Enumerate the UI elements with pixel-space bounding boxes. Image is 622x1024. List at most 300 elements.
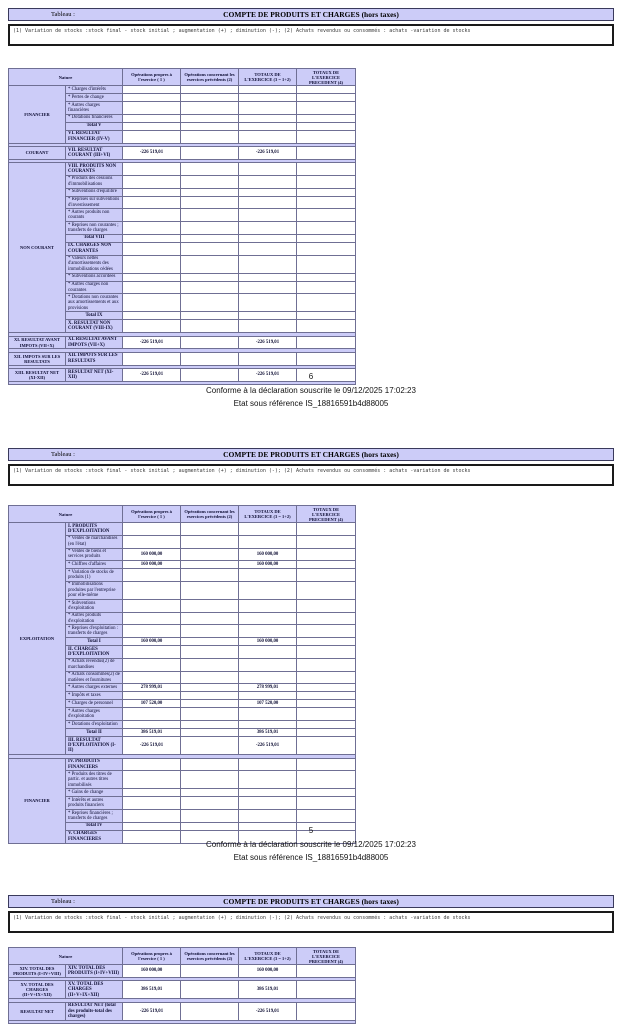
label-cell: * Impôts et taxes	[66, 692, 123, 700]
value-cell	[239, 273, 297, 281]
value-cell	[297, 352, 356, 365]
header-row	[9, 948, 356, 965]
value-cell	[297, 336, 356, 349]
value-cell	[239, 523, 297, 536]
value-cell	[181, 130, 239, 143]
value-cell	[181, 122, 239, 130]
value-cell	[297, 569, 356, 582]
value-cell	[181, 222, 239, 235]
value-cell	[297, 789, 356, 797]
value-cell	[297, 700, 356, 708]
group-cell: EXPLOITATION	[9, 523, 66, 755]
value-cell	[297, 646, 356, 659]
value-cell	[181, 114, 239, 122]
footer-conformity-line: Conforme à la déclaration souscrite le 09/12/2025 17:02:23	[206, 840, 416, 849]
label-cell: * Charges de personnel	[66, 700, 123, 708]
value-cell	[239, 94, 297, 102]
value-cell	[123, 122, 181, 130]
value-cell	[239, 721, 297, 729]
value-cell	[123, 523, 181, 536]
value-cell	[297, 281, 356, 294]
footer-conformity-line: Conforme à la déclaration souscrite le 09/12/2025 17:02:23	[206, 386, 416, 395]
label-cell: V. CHARGES FINANCIERES	[66, 830, 123, 843]
value-cell	[123, 758, 181, 771]
label-cell: * Reprises financières ; transferts de charges	[66, 810, 123, 823]
value-cell	[181, 810, 239, 823]
value-cell	[123, 671, 181, 684]
value-cell	[297, 163, 356, 176]
value-cell	[181, 581, 239, 599]
value-cell	[181, 729, 239, 737]
group-cell: NON COURANT	[9, 163, 66, 333]
value-cell	[181, 242, 239, 255]
label-cell: I. PRODUITS D'EXPLOITATION	[66, 523, 123, 536]
value-cell	[181, 789, 239, 797]
value-cell	[181, 658, 239, 671]
label-cell: * Autres charges non courantes	[66, 281, 123, 294]
value-cell	[239, 222, 297, 235]
value-cell	[123, 273, 181, 281]
value-cell	[239, 797, 297, 810]
label-cell: RESULTAT NET (total des produits-total des charges)	[66, 1002, 123, 1020]
value-cell	[239, 320, 297, 333]
column-header: Nature	[9, 948, 123, 965]
column-header: TOTAUX DE L'EXERCICE PRECEDENT (4)	[297, 69, 356, 86]
value-cell	[181, 684, 239, 692]
value-cell: 160 000,00	[239, 638, 297, 646]
value-cell: 107 520,00	[123, 700, 181, 708]
label-cell: * Ventes de biens et services produits	[66, 548, 123, 561]
label-cell: * Autres charges financières	[66, 102, 123, 115]
value-cell	[123, 721, 181, 729]
table-row	[9, 965, 356, 978]
table-row	[9, 352, 356, 365]
value-cell	[123, 163, 181, 176]
value-cell	[123, 797, 181, 810]
value-cell	[239, 758, 297, 771]
value-cell	[239, 209, 297, 222]
value-cell	[297, 737, 356, 755]
value-cell	[239, 312, 297, 320]
value-cell: 160 000,00	[239, 561, 297, 569]
value-cell	[123, 625, 181, 638]
value-cell: -226 519,01	[123, 336, 181, 349]
value-cell	[239, 102, 297, 115]
value-cell	[123, 312, 181, 320]
value-cell	[123, 102, 181, 115]
column-header: Opérations propres à l'exercice ( 1 )	[123, 506, 181, 523]
column-header: Opérations propres à l'exercice ( 1 )	[123, 69, 181, 86]
group-cell: XIV. TOTAL DES PRODUITS (I+IV+VIII)	[9, 965, 66, 978]
column-header: TOTAUX DE L'EXERCICE (3 = 1+2)	[239, 948, 297, 965]
value-cell	[297, 692, 356, 700]
value-cell	[123, 242, 181, 255]
value-cell	[297, 86, 356, 94]
value-cell	[239, 789, 297, 797]
label-cell: * Chiffres d'affaires	[66, 561, 123, 569]
column-header: TOTAUX DE L'EXERCICE (3 = 1+2)	[239, 506, 297, 523]
value-cell	[181, 758, 239, 771]
value-cell	[297, 102, 356, 115]
label-cell: XII. IMPOTS SUR LES RESULTATS	[66, 352, 123, 365]
label-cell: Total IV	[66, 822, 123, 830]
value-cell	[181, 612, 239, 625]
page-number: 5	[308, 826, 314, 835]
tableau-label: Tableau :	[51, 898, 75, 905]
value-cell	[123, 114, 181, 122]
value-cell	[239, 122, 297, 130]
value-cell	[297, 658, 356, 671]
value-cell	[123, 535, 181, 548]
value-cell: -226 519,01	[239, 1002, 297, 1020]
value-cell	[181, 102, 239, 115]
value-cell	[297, 548, 356, 561]
value-cell	[297, 600, 356, 613]
page-title: COMPTE DE PRODUITS ET CHARGES (hors taxes)	[223, 450, 399, 459]
column-header: Nature	[9, 506, 123, 523]
value-cell	[239, 188, 297, 196]
group-cell: XII. IMPOTS SUR LES RESULTATS	[9, 352, 66, 365]
table-row	[9, 981, 356, 999]
spacer-cell	[9, 1020, 356, 1024]
column-header: TOTAUX DE L'EXERCICE PRECEDENT (4)	[297, 948, 356, 965]
label-cell: * Pertes de change	[66, 94, 123, 102]
value-cell	[297, 130, 356, 143]
value-cell: -226 519,01	[239, 369, 297, 382]
value-cell	[239, 771, 297, 789]
value-cell	[181, 163, 239, 176]
table-row	[9, 758, 356, 771]
header-row	[9, 506, 356, 523]
label-cell: * Reprises non courantes ; transferts de charges	[66, 222, 123, 235]
value-cell	[297, 523, 356, 536]
label-cell: * Autres charges d'exploitation	[66, 708, 123, 721]
group-cell: RESULTAT NET	[9, 1002, 66, 1020]
column-header: Opérations concernant les exercices précédents (2)	[181, 506, 239, 523]
value-cell	[181, 721, 239, 729]
tableau-label: Tableau :	[51, 11, 75, 18]
value-cell	[123, 130, 181, 143]
value-cell	[239, 114, 297, 122]
tableau-label: Tableau :	[51, 451, 75, 458]
value-cell	[297, 729, 356, 737]
label-cell: XV. TOTAL DES CHARGES (II+V+IX+XII)	[66, 981, 123, 999]
footer-reference-line: Etat sous référence IS_18816591b4d88005	[233, 853, 389, 862]
value-cell	[297, 758, 356, 771]
label-cell: IX. CHARGES NON COURANTES	[66, 242, 123, 255]
value-cell: 386 519,01	[239, 981, 297, 999]
value-cell	[181, 294, 239, 312]
value-cell	[297, 638, 356, 646]
value-cell	[297, 255, 356, 273]
value-cell	[181, 692, 239, 700]
label-cell: * Subventions accordées	[66, 273, 123, 281]
value-cell	[181, 708, 239, 721]
label-cell: * Autres produits non courants	[66, 209, 123, 222]
value-cell	[123, 209, 181, 222]
value-cell	[239, 130, 297, 143]
value-cell	[181, 561, 239, 569]
table-row	[9, 86, 356, 94]
value-cell	[297, 188, 356, 196]
value-cell	[297, 222, 356, 235]
value-cell	[123, 188, 181, 196]
value-cell	[297, 242, 356, 255]
value-cell	[181, 255, 239, 273]
page-title: COMPTE DE PRODUITS ET CHARGES (hors taxes)	[223, 10, 399, 19]
value-cell	[181, 209, 239, 222]
label-cell: * Dotations d'exploitation	[66, 721, 123, 729]
value-cell	[239, 600, 297, 613]
label-cell: * Intérêts et autres produits financiers	[66, 797, 123, 810]
value-cell	[181, 671, 239, 684]
value-cell	[123, 94, 181, 102]
value-cell	[297, 312, 356, 320]
label-cell: VII. RESULTAT COURANT (III+VI)	[66, 147, 123, 160]
value-cell	[181, 535, 239, 548]
value-cell	[181, 281, 239, 294]
label-cell: IV. PRODUITS FINANCIERS	[66, 758, 123, 771]
table-row	[9, 163, 356, 176]
value-cell	[123, 222, 181, 235]
label-cell: * Dotations non courantes aux amortissements et aux provisions	[66, 294, 123, 312]
spacer-row	[9, 1020, 356, 1024]
value-cell: -226 519,01	[239, 147, 297, 160]
value-cell: 160 000,00	[123, 638, 181, 646]
section-header-bar	[8, 895, 614, 908]
value-cell	[181, 175, 239, 188]
label-cell: * Immobilisations produites par l'entreprise pour elle-même	[66, 581, 123, 599]
value-cell: 386 519,01	[239, 729, 297, 737]
value-cell	[239, 708, 297, 721]
value-cell: 386 519,01	[123, 729, 181, 737]
value-cell	[239, 581, 297, 599]
column-header: TOTAUX DE L'EXERCICE (3 = 1+2)	[239, 69, 297, 86]
value-cell	[181, 625, 239, 638]
value-cell	[239, 625, 297, 638]
footnote-box: (1) Variation de stocks :stock final - stock initial ; augmentation (+) ; diminution (-); (2) Achats revendus ou consommés : achats -variation de stocks	[8, 464, 614, 486]
label-cell: * Achats revendus(2) de marchandises	[66, 658, 123, 671]
label-cell: * Variation de stocks de produits (1)	[66, 569, 123, 582]
value-cell	[239, 196, 297, 209]
value-cell	[181, 737, 239, 755]
value-cell: -226 519,01	[123, 737, 181, 755]
value-cell	[123, 196, 181, 209]
value-cell	[239, 294, 297, 312]
label-cell: II. CHARGES D'EXPLOITATION	[66, 646, 123, 659]
value-cell	[297, 797, 356, 810]
value-cell	[297, 1002, 356, 1020]
label-cell: * Produits des titres de partic. et autres titres immobilisés	[66, 771, 123, 789]
label-cell: * Autres charges externes	[66, 684, 123, 692]
cpc-table-page5	[8, 505, 356, 844]
page-title: COMPTE DE PRODUITS ET CHARGES (hors taxes)	[223, 897, 399, 906]
value-cell	[181, 638, 239, 646]
column-header: Opérations concernant les exercices précédents (2)	[181, 948, 239, 965]
cpc-table-totals	[8, 947, 356, 1024]
value-cell	[239, 242, 297, 255]
value-cell	[181, 336, 239, 349]
group-cell: XIII. RESULTAT NET (XI-XII)	[9, 369, 66, 382]
value-cell	[297, 721, 356, 729]
value-cell	[123, 294, 181, 312]
label-cell: * Reprises sur subventions d'investissement	[66, 196, 123, 209]
label-cell: Total VIII	[66, 234, 123, 242]
group-cell: FINANCIER	[9, 758, 66, 843]
value-cell	[297, 561, 356, 569]
footnote-box: (1) Variation de stocks :stock final - stock initial ; augmentation (+) ; diminution (-); (2) Achats revendus ou consommés : achats -variation de stocks	[8, 24, 614, 46]
label-cell: Total IX	[66, 312, 123, 320]
value-cell	[123, 320, 181, 333]
value-cell: 278 999,01	[123, 684, 181, 692]
value-cell: -226 519,01	[239, 737, 297, 755]
label-cell: VIII. PRODUITS NON COURANTS	[66, 163, 123, 176]
value-cell	[297, 234, 356, 242]
value-cell	[181, 273, 239, 281]
label-cell: Total V	[66, 122, 123, 130]
column-header: Opérations concernant les exercices précédents (2)	[181, 69, 239, 86]
group-cell: FINANCIER	[9, 86, 66, 143]
value-cell	[297, 196, 356, 209]
value-cell: -226 519,01	[239, 336, 297, 349]
value-cell	[181, 981, 239, 999]
value-cell	[239, 175, 297, 188]
value-cell	[239, 569, 297, 582]
label-cell: * Autres produits d'exploitation	[66, 612, 123, 625]
value-cell	[123, 175, 181, 188]
column-header: Nature	[9, 69, 123, 86]
value-cell	[297, 114, 356, 122]
spacer-cell	[9, 381, 356, 385]
value-cell: 107 520,00	[239, 700, 297, 708]
label-cell: XIV. TOTAL DES PRODUITS (I+IV+VIII)	[66, 965, 123, 978]
column-header: TOTAUX DE L'EXERCICE PRECEDENT (4)	[297, 506, 356, 523]
value-cell	[239, 255, 297, 273]
value-cell	[123, 646, 181, 659]
value-cell	[123, 612, 181, 625]
value-cell	[239, 163, 297, 176]
page-number: 6	[308, 372, 314, 381]
label-cell: * Subventions d'équilibre	[66, 188, 123, 196]
value-cell	[181, 771, 239, 789]
value-cell	[239, 692, 297, 700]
value-cell	[297, 147, 356, 160]
value-cell	[123, 708, 181, 721]
value-cell	[297, 708, 356, 721]
value-cell: 160 000,00	[123, 561, 181, 569]
section-header-bar	[8, 8, 614, 21]
value-cell	[297, 94, 356, 102]
value-cell	[297, 671, 356, 684]
group-cell: XV. TOTAL DES CHARGES (II+V+IX+XII)	[9, 981, 66, 999]
label-cell: RESULTAT NET (XI-XII)	[66, 369, 123, 382]
table-row	[9, 1002, 356, 1020]
value-cell	[123, 86, 181, 94]
value-cell	[181, 312, 239, 320]
section-header-bar	[8, 448, 614, 461]
value-cell: 160 000,00	[123, 548, 181, 561]
value-cell	[123, 600, 181, 613]
value-cell: 278 999,01	[239, 684, 297, 692]
value-cell	[123, 810, 181, 823]
label-cell: * Charges d'intérêts	[66, 86, 123, 94]
value-cell	[123, 569, 181, 582]
value-cell: 386 519,01	[123, 981, 181, 999]
header-row	[9, 69, 356, 86]
value-cell	[181, 196, 239, 209]
value-cell	[181, 1002, 239, 1020]
value-cell	[297, 320, 356, 333]
label-cell: * Produits des cessions d'immobilisations	[66, 175, 123, 188]
value-cell	[181, 600, 239, 613]
label-cell: VI. RESULTAT FINANCIER (IV-V)	[66, 130, 123, 143]
label-cell: * Gains de change	[66, 789, 123, 797]
column-header: Opérations propres à l'exercice ( 1 )	[123, 948, 181, 965]
value-cell	[123, 789, 181, 797]
label-cell: * Valeurs nettes d'amortissements des immobilisations cédées	[66, 255, 123, 273]
group-cell: COURANT	[9, 147, 66, 160]
label-cell: * Subventions d'exploitation	[66, 600, 123, 613]
value-cell	[181, 234, 239, 242]
value-cell	[239, 234, 297, 242]
value-cell	[297, 625, 356, 638]
value-cell	[181, 94, 239, 102]
label-cell: Total I	[66, 638, 123, 646]
value-cell: -226 519,01	[123, 147, 181, 160]
value-cell	[239, 535, 297, 548]
value-cell	[297, 581, 356, 599]
label-cell: * Ventes de marchandises (en l'état)	[66, 535, 123, 548]
value-cell	[297, 612, 356, 625]
value-cell	[181, 352, 239, 365]
label-cell: III. RESULTAT D'EXPLOITATION (I-II)	[66, 737, 123, 755]
value-cell	[297, 273, 356, 281]
table-row	[9, 523, 356, 536]
value-cell	[123, 581, 181, 599]
value-cell	[297, 684, 356, 692]
value-cell: -226 519,01	[123, 1002, 181, 1020]
value-cell	[297, 535, 356, 548]
value-cell	[181, 965, 239, 978]
label-cell: * Achats consommés(2) de matières et fournitures	[66, 671, 123, 684]
cpc-table-page6	[8, 68, 356, 385]
value-cell	[123, 281, 181, 294]
value-cell	[123, 692, 181, 700]
label-cell: * Reprises d'exploitation : transferts de charges	[66, 625, 123, 638]
label-cell: Total II	[66, 729, 123, 737]
value-cell	[181, 646, 239, 659]
value-cell	[181, 700, 239, 708]
value-cell: 160 000,00	[239, 965, 297, 978]
footer-reference-line: Etat sous référence IS_18816591b4d88005	[233, 399, 389, 408]
value-cell	[297, 981, 356, 999]
value-cell	[181, 86, 239, 94]
value-cell	[297, 965, 356, 978]
value-cell	[181, 147, 239, 160]
value-cell	[181, 523, 239, 536]
value-cell	[181, 320, 239, 333]
value-cell	[181, 188, 239, 196]
value-cell	[123, 658, 181, 671]
value-cell	[239, 612, 297, 625]
value-cell	[123, 255, 181, 273]
value-cell	[123, 234, 181, 242]
value-cell	[123, 771, 181, 789]
table-row	[9, 336, 356, 349]
value-cell	[297, 175, 356, 188]
value-cell: -226 519,01	[123, 369, 181, 382]
label-cell: X. RESULTAT NON COURANT (VIII-IX)	[66, 320, 123, 333]
